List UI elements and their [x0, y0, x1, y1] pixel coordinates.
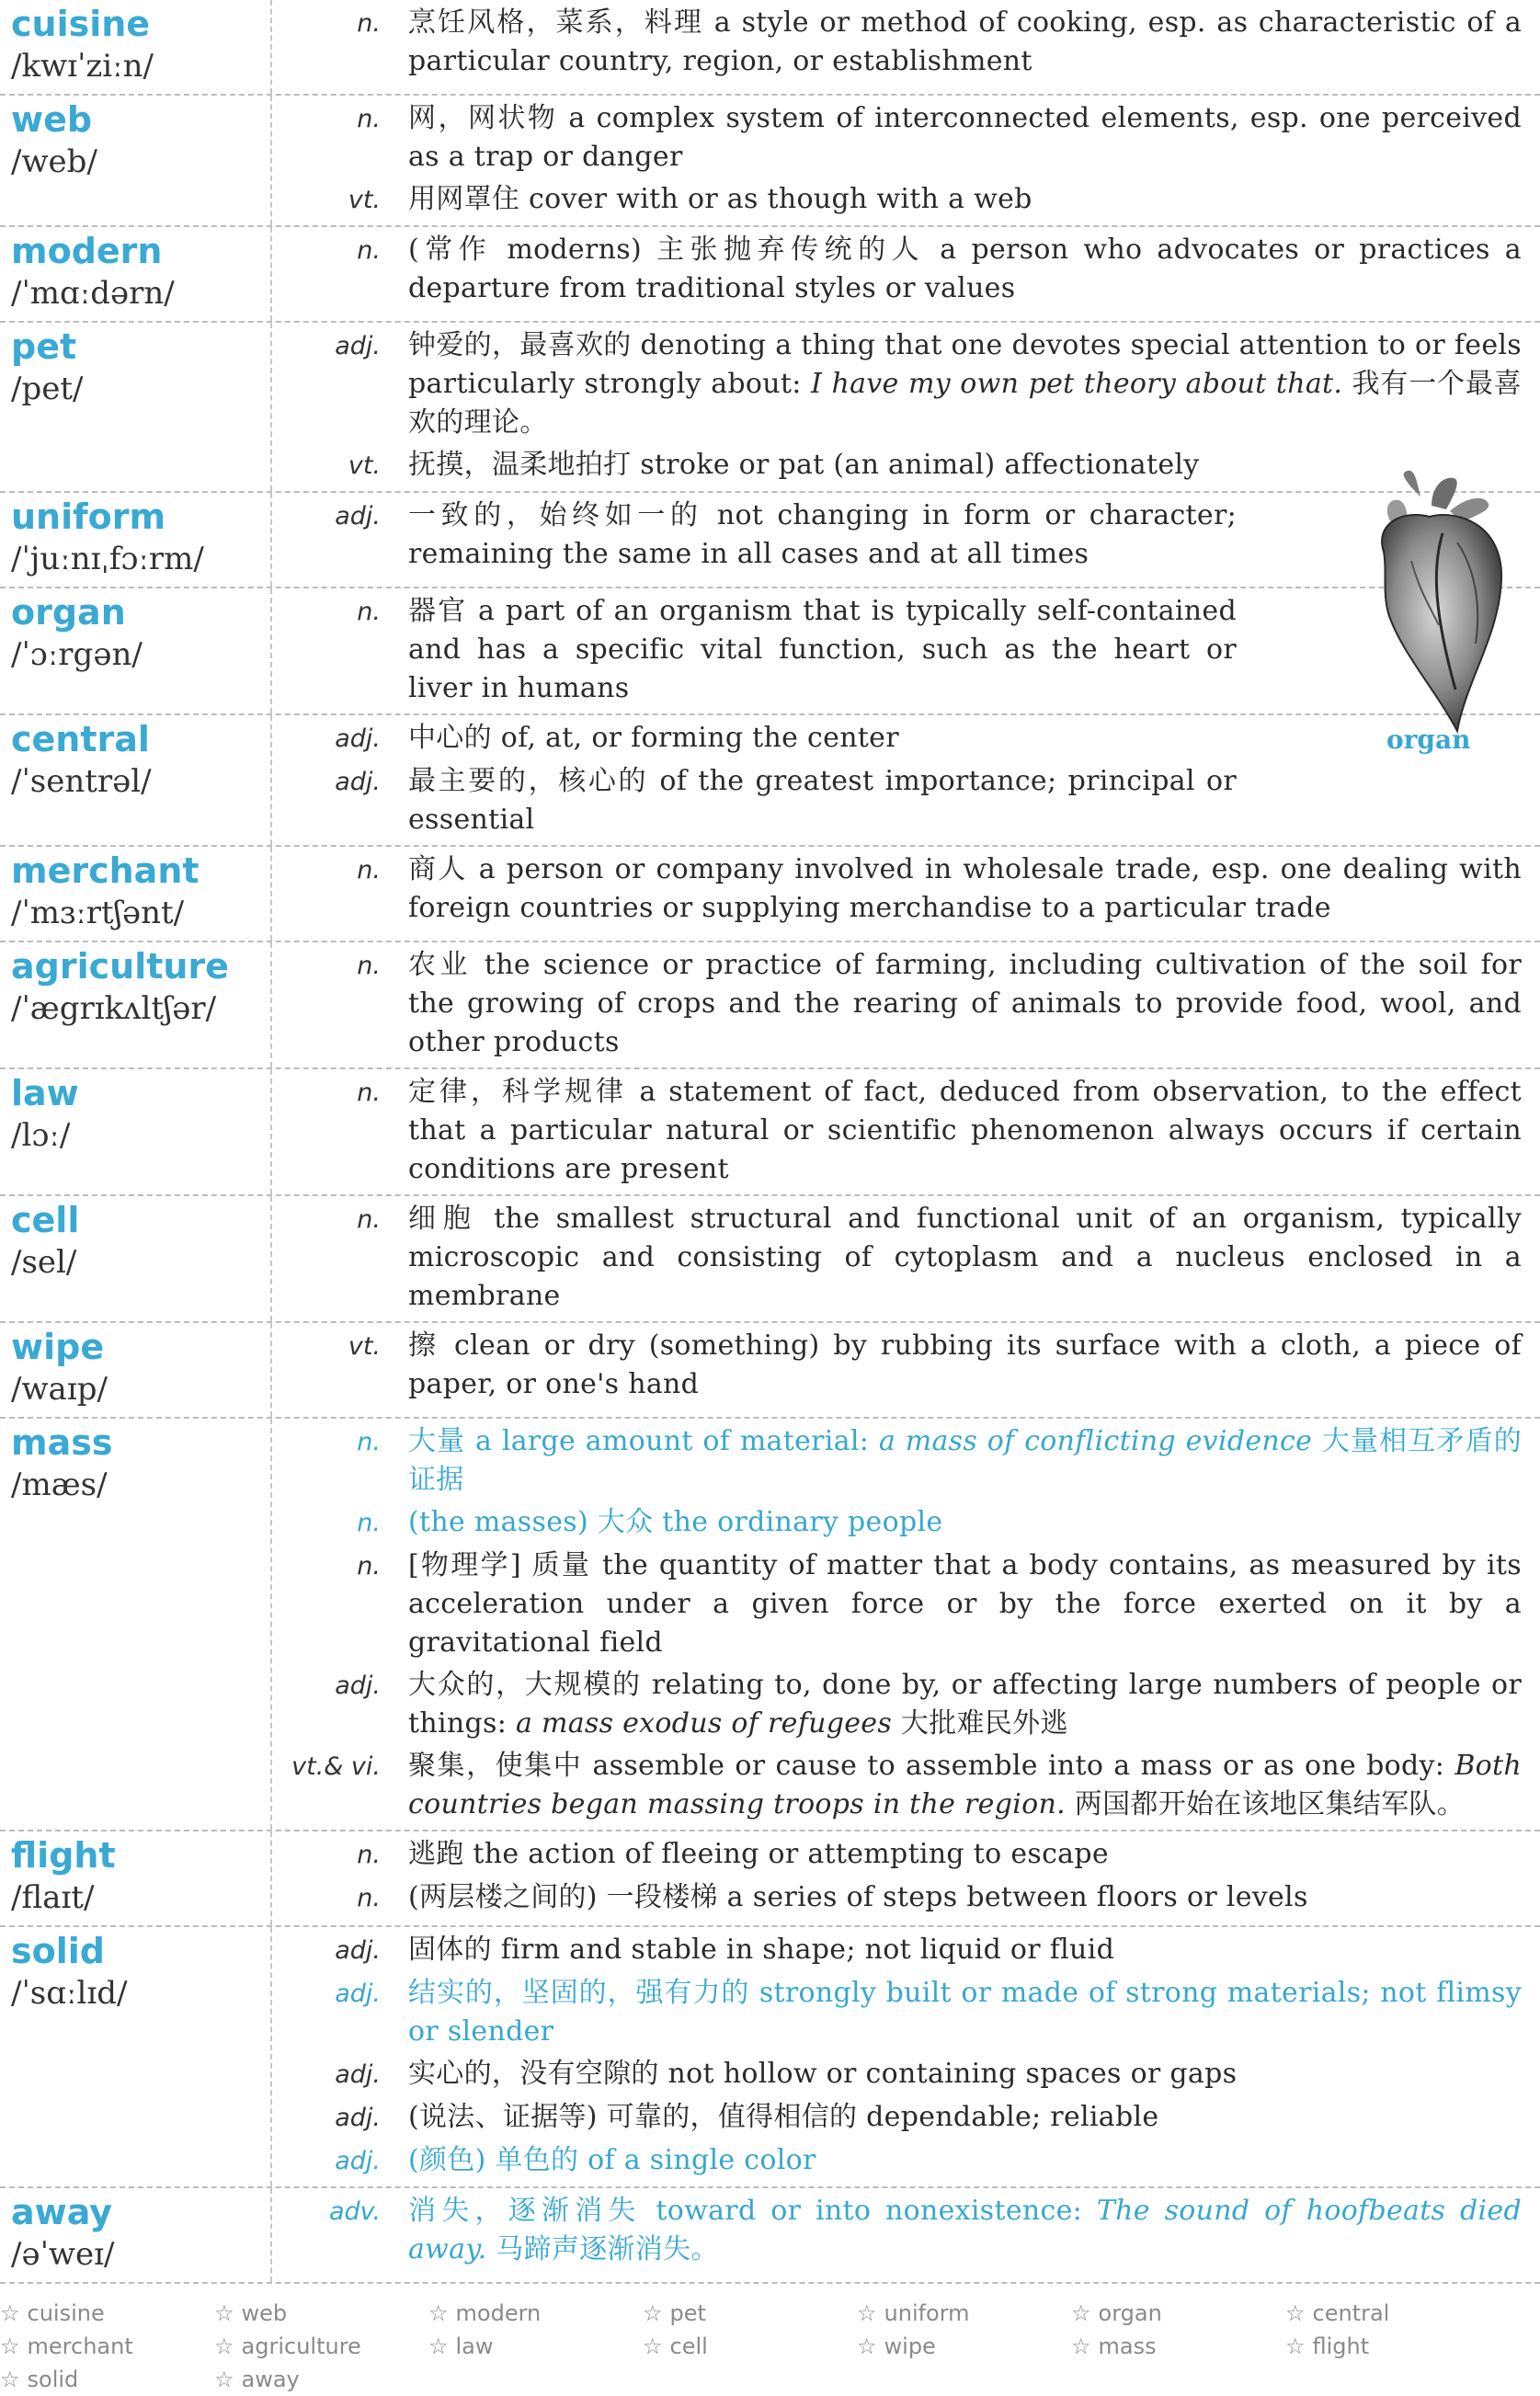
headword: organ — [11, 592, 126, 633]
part-of-speech: vt. — [348, 186, 381, 214]
senses — [272, 96, 1540, 225]
definition-text: 中心的 of, at, or forming the center — [408, 722, 899, 754]
entry-cell — [0, 1196, 1540, 1323]
definition — [408, 1878, 1522, 1917]
definition — [408, 4, 1522, 81]
part-of-speech: adj. — [335, 332, 381, 360]
index-item[interactable] — [428, 2297, 643, 2330]
heart-icon — [1347, 469, 1522, 745]
definition — [408, 592, 1237, 708]
star-icon: ☆ — [428, 2300, 449, 2326]
entry-agriculture — [0, 942, 1540, 1069]
part-of-speech: vt. — [348, 451, 381, 480]
sense — [272, 2192, 1522, 2269]
headword: web — [11, 99, 93, 140]
definition-text: 聚集，使集中 assemble or cause to assemble into a mass or as one body: — [408, 1750, 1455, 1782]
definition-text: 钟爱的，最喜欢的 denoting a thing that one devotes special attention to or feels particularly strongly about: — [408, 329, 1522, 400]
star-icon: ☆ — [0, 2300, 20, 2326]
headword-column — [0, 96, 272, 225]
index-item[interactable] — [428, 2330, 643, 2363]
sense — [272, 2055, 1522, 2094]
part-of-speech: adv. — [328, 2197, 381, 2226]
definition-text: 最主要的，核心的 of the greatest importance; principal or essential — [408, 765, 1237, 836]
headword-column — [0, 227, 272, 321]
index-word: web — [241, 2300, 288, 2326]
word-index — [0, 2297, 1540, 2396]
sense — [272, 1878, 1522, 1918]
index-item[interactable] — [643, 2297, 857, 2330]
star-icon: ☆ — [214, 2300, 234, 2326]
part-of-speech: n. — [357, 598, 381, 626]
senses — [272, 1196, 1540, 1321]
definition — [408, 231, 1522, 308]
index-item[interactable] — [857, 2330, 1071, 2363]
definition — [408, 1931, 1522, 1969]
index-word: law — [455, 2333, 494, 2359]
headword: pet — [11, 326, 77, 367]
definition-text: 用网罩住 cover with or as though with a web — [408, 183, 1032, 215]
definition-text: 定律，科学规律 a statement of fact, deduced from observation, to the effect that a particular natural or scientific phenomenon always occurs if certain conditions are present — [408, 1076, 1522, 1185]
part-of-speech: adj. — [335, 1671, 381, 1700]
definition-text: 消失，逐渐消失 toward or into nonexistence: — [408, 2195, 1097, 2227]
index-word: mass — [1098, 2333, 1157, 2359]
headword: modern — [11, 231, 163, 271]
sense — [272, 1503, 1522, 1543]
definition-text: 农业 the science or practice of farming, including cultivation of the soil for the growing of crops and the rearing of animals to provide food, wool, and other products — [408, 949, 1522, 1058]
sense — [272, 231, 1522, 308]
headword: wipe — [11, 1327, 105, 1367]
index-row — [0, 2330, 1540, 2363]
sense — [272, 592, 1237, 708]
sense — [272, 1835, 1522, 1875]
pronunciation: /ˈsentrəl/ — [11, 763, 152, 800]
part-of-speech: n. — [357, 105, 381, 133]
definition — [408, 2141, 1522, 2180]
index-item[interactable] — [1071, 2330, 1285, 2363]
headword-column — [0, 1069, 272, 1194]
pronunciation: /ˈɔːrgən/ — [11, 636, 143, 673]
senses — [272, 1323, 1540, 1417]
part-of-speech: vt.& vi. — [291, 1752, 381, 1781]
definition-text: (常作 moderns) 主张抛弃传统的人 a person who advocates or practices a departure from traditional styles or values — [408, 234, 1522, 304]
entry-away — [0, 2188, 1540, 2284]
definition — [408, 1073, 1522, 1189]
sense — [272, 99, 1522, 177]
index-item[interactable] — [1071, 2297, 1285, 2330]
index-word: cuisine — [27, 2300, 105, 2326]
definition — [408, 1666, 1522, 1743]
index-item[interactable] — [643, 2330, 857, 2363]
sense — [272, 1327, 1522, 1404]
sense — [272, 180, 1522, 220]
definition-text: 逃跑 the action of fleeing or attempting to escape — [408, 1838, 1109, 1870]
part-of-speech: n. — [357, 1884, 381, 1912]
entry-merchant — [0, 847, 1540, 942]
headword: flight — [11, 1835, 116, 1876]
index-word: wipe — [884, 2333, 936, 2359]
sense — [272, 2098, 1522, 2138]
definition — [408, 1327, 1522, 1404]
entry-central — [0, 715, 1540, 847]
definition-text: (颜色) 单色的 of a single color — [408, 2144, 816, 2176]
headword: away — [11, 2192, 112, 2232]
definition — [408, 99, 1522, 177]
sense — [272, 1666, 1522, 1743]
entry-cuisine — [0, 0, 1540, 96]
example-sentence: a mass exodus of refugees — [515, 1707, 893, 1740]
example-translation: 两国都开始在该地区集结军队。 — [1065, 1788, 1466, 1820]
headword: agriculture — [11, 946, 229, 987]
star-icon: ☆ — [0, 2367, 20, 2392]
definition-text: 商人 a person or company involved in wholesale trade, esp. one dealing with foreign countries or supplying merchandise to a particular trade — [408, 853, 1522, 924]
part-of-speech: n. — [357, 952, 381, 980]
index-word: flight — [1312, 2333, 1370, 2359]
definition-text: (说法、证据等) 可靠的，值得相信的 dependable; reliable — [408, 2101, 1159, 2133]
index-word: organ — [1098, 2300, 1162, 2326]
figure-caption: organ — [1386, 725, 1471, 755]
example-sentence: I have my own pet theory about that. — [810, 368, 1343, 400]
headword-column — [0, 1323, 272, 1417]
part-of-speech: adj. — [335, 768, 381, 796]
definition — [408, 946, 1522, 1062]
definition — [408, 496, 1237, 574]
sense — [272, 1200, 1522, 1316]
headword: mass — [11, 1422, 113, 1463]
index-word: modern — [455, 2300, 542, 2326]
example-translation: 大量相互矛盾的证据 — [408, 1425, 1523, 1496]
headword-column — [0, 2188, 272, 2282]
part-of-speech: n. — [357, 236, 381, 265]
sense — [272, 946, 1522, 1062]
heart-organ-illustration — [1347, 469, 1522, 763]
definition-text: 网，网状物 a complex system of interconnected elements, esp. one perceived as a trap or danger — [408, 102, 1522, 173]
senses — [272, 1419, 1540, 1830]
entry-mass — [0, 1419, 1540, 1831]
definition — [408, 326, 1522, 442]
sense — [272, 1974, 1522, 2051]
pronunciation: /əˈweɪ/ — [11, 2236, 115, 2273]
example-sentence: Both countries began massing troops in the region. — [408, 1750, 1522, 1820]
index-word: central — [1312, 2300, 1390, 2326]
index-word: uniform — [884, 2300, 970, 2326]
entry-solid — [0, 1927, 1540, 2188]
pronunciation: /ˈsɑːlɪd/ — [11, 1975, 128, 2012]
sense — [272, 719, 1237, 759]
definition-text: 实心的，没有空隙的 not hollow or containing spaces or gaps — [408, 2058, 1238, 2090]
pronunciation: /kwɪˈziːn/ — [11, 48, 154, 85]
sense — [272, 496, 1237, 574]
headword-column — [0, 847, 272, 941]
part-of-speech: n. — [357, 1205, 381, 1234]
entry-flight — [0, 1831, 1540, 1927]
index-item[interactable] — [0, 2330, 214, 2363]
definition — [408, 1747, 1522, 1824]
definition — [408, 1200, 1522, 1316]
index-word: solid — [27, 2367, 79, 2392]
index-word: agriculture — [241, 2333, 361, 2359]
sense — [272, 2141, 1522, 2181]
pronunciation: /waɪp/ — [11, 1371, 108, 1408]
senses — [272, 323, 1540, 491]
star-icon: ☆ — [857, 2300, 877, 2326]
example-sentence: The sound of hoofbeats died away. — [408, 2195, 1522, 2265]
index-row — [0, 2297, 1540, 2330]
headword-column — [0, 0, 272, 94]
index-word: pet — [669, 2300, 706, 2326]
sense — [272, 4, 1522, 81]
example-sentence: a mass of conflicting evidence — [878, 1425, 1313, 1457]
sense — [272, 446, 1522, 485]
definition-text: (两层楼之间的) 一段楼梯 a series of steps between floors or levels — [408, 1881, 1308, 1913]
pronunciation: /ˈjuːnɪˌfɔːrm/ — [11, 541, 204, 577]
sense — [272, 762, 1237, 839]
headword-column — [0, 1419, 272, 1830]
definition — [408, 762, 1237, 839]
example-translation: 大批难民外逃 — [892, 1707, 1068, 1740]
part-of-speech: n. — [357, 1078, 381, 1107]
definition-text: 大量 a large amount of material: — [408, 1425, 879, 1457]
pronunciation: /ˈmɑːdərn/ — [11, 275, 175, 312]
pronunciation: /web/ — [11, 143, 97, 180]
definition-text: 结实的，坚固的，强有力的 strongly built or made of strong materials; not flimsy or slender — [408, 1977, 1522, 2048]
definition — [408, 2192, 1522, 2269]
part-of-speech: vt. — [348, 1332, 381, 1361]
definition — [408, 2055, 1522, 2094]
entry-modern — [0, 227, 1540, 323]
pronunciation: /ˈmɜːrtʃənt/ — [11, 895, 185, 931]
part-of-speech: n. — [357, 1509, 381, 1537]
index-item[interactable] — [1285, 2297, 1500, 2330]
definition-text: 大众的，大规模的 relating to, done by, or affecting large numbers of people or things: — [408, 1669, 1522, 1740]
star-icon: ☆ — [428, 2333, 449, 2359]
star-icon: ☆ — [643, 2333, 663, 2359]
headword-column — [0, 493, 272, 587]
part-of-speech: n. — [357, 1428, 381, 1456]
definition-text: 烹饪风格，菜系，料理 a style or method of cooking, esp. as characteristic of a particular country, region, or establishment — [408, 6, 1522, 77]
part-of-speech: adj. — [335, 2104, 381, 2132]
definition — [408, 180, 1522, 219]
sense — [272, 1747, 1522, 1824]
part-of-speech: adj. — [335, 502, 381, 531]
definition — [408, 1974, 1522, 2051]
definition — [408, 2098, 1522, 2137]
entry-pet — [0, 323, 1540, 493]
definition — [408, 1835, 1522, 1874]
star-icon: ☆ — [1071, 2333, 1091, 2359]
headword: uniform — [11, 496, 166, 537]
definition — [408, 1546, 1522, 1662]
example-translation: 我有一个最喜欢的理论。 — [408, 368, 1522, 439]
entry-organ — [0, 588, 1540, 715]
senses — [272, 1831, 1540, 1925]
part-of-speech: adj. — [335, 2147, 381, 2175]
senses — [272, 1927, 1540, 2186]
pronunciation: /sel/ — [11, 1244, 77, 1281]
pronunciation: /mæs/ — [11, 1466, 108, 1503]
headword-column — [0, 588, 272, 713]
star-icon: ☆ — [214, 2367, 234, 2392]
pronunciation: /ˈægrɪkʌltʃər/ — [11, 990, 217, 1027]
entry-wipe — [0, 1323, 1540, 1419]
part-of-speech: adj. — [335, 2060, 381, 2089]
pronunciation: /pet/ — [11, 371, 84, 407]
sense — [272, 1422, 1522, 1500]
definition-text: (the masses) 大众 the ordinary people — [408, 1506, 943, 1538]
headword: solid — [11, 1931, 105, 1971]
headword: cell — [11, 1200, 80, 1240]
senses — [272, 847, 1540, 941]
index-word: cell — [669, 2333, 708, 2359]
definition-text: 器官 a part of an organism that is typically self-contained and has a specific vital function, such as the heart or liver in humans — [408, 595, 1237, 704]
sense — [272, 1931, 1522, 1970]
sense — [272, 1073, 1522, 1189]
pronunciation: /lɔː/ — [11, 1117, 71, 1154]
part-of-speech: n. — [357, 1841, 381, 1869]
senses — [272, 227, 1540, 321]
definition — [408, 1422, 1522, 1500]
entry-web — [0, 96, 1540, 227]
senses — [272, 2188, 1540, 2282]
part-of-speech: adj. — [335, 725, 381, 753]
headword-column — [0, 323, 272, 491]
headword-column — [0, 715, 272, 845]
definition-text: 固体的 firm and stable in shape; not liquid or fluid — [408, 1934, 1115, 1966]
index-item[interactable] — [1285, 2330, 1500, 2363]
part-of-speech: n. — [357, 1552, 381, 1580]
definition-text: 一致的，始终如一的 not changing in form or character; remaining the same in all cases and at all times — [408, 499, 1237, 570]
star-icon: ☆ — [643, 2300, 663, 2326]
index-item[interactable] — [0, 2297, 214, 2330]
part-of-speech: adj. — [335, 1936, 381, 1965]
star-icon: ☆ — [0, 2333, 20, 2359]
definition-text: 抚摸，温柔地拍打 stroke or pat (an animal) affectionately — [408, 449, 1200, 481]
entry-law — [0, 1069, 1540, 1196]
headword-column — [0, 942, 272, 1067]
part-of-speech: n. — [357, 856, 381, 884]
sense — [272, 850, 1522, 928]
definition-text: 细胞 the smallest structural and functional unit of an organism, typically microscopic and consisting of cytoplasm and a nucleus enclosed in a membrane — [408, 1203, 1522, 1312]
star-icon: ☆ — [1071, 2300, 1091, 2326]
part-of-speech: adj. — [335, 1980, 381, 2008]
senses — [272, 942, 1540, 1067]
headword-column — [0, 1927, 272, 2186]
headword: cuisine — [11, 4, 151, 44]
index-item[interactable] — [857, 2297, 1071, 2330]
index-item[interactable] — [214, 2297, 428, 2330]
headword: law — [11, 1073, 79, 1113]
senses — [272, 0, 1540, 94]
index-word: away — [241, 2367, 300, 2392]
sense — [272, 1546, 1522, 1662]
senses — [272, 1069, 1540, 1194]
part-of-speech: n. — [357, 9, 381, 38]
index-item[interactable] — [214, 2330, 428, 2363]
entry-uniform — [0, 493, 1540, 588]
definition — [408, 1503, 1522, 1542]
definition — [408, 850, 1522, 928]
pronunciation: /flaɪt/ — [11, 1879, 95, 1916]
sense — [272, 326, 1522, 442]
star-icon: ☆ — [214, 2333, 234, 2359]
star-icon: ☆ — [857, 2333, 877, 2359]
index-word: merchant — [27, 2333, 133, 2359]
example-translation: 马蹄声逐渐消失。 — [486, 2233, 719, 2265]
headword-column — [0, 1831, 272, 1925]
headword-column — [0, 1196, 272, 1321]
definition-text: [物理学] 质量 the quantity of matter that a body contains, as measured by its acceleration under a given force or by the force exerted on it by a gravitational field — [408, 1549, 1522, 1659]
definition-text: 擦 clean or dry (something) by rubbing its surface with a cloth, a piece of paper, or one's hand — [408, 1329, 1522, 1400]
headword: merchant — [11, 850, 200, 891]
star-icon: ☆ — [1285, 2300, 1306, 2326]
definition — [408, 719, 1237, 758]
headword: central — [11, 719, 150, 759]
star-icon: ☆ — [1285, 2333, 1306, 2359]
